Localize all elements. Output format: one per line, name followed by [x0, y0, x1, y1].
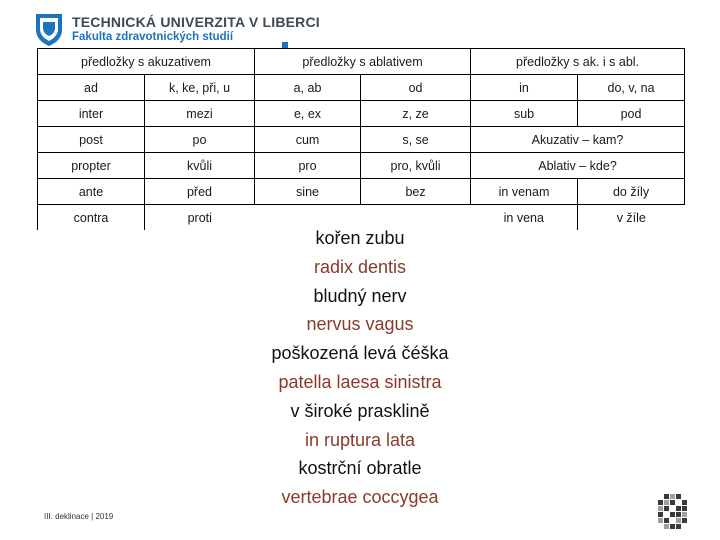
- table-cell: in venam: [471, 179, 578, 205]
- table-cell: po: [145, 127, 255, 153]
- phrase-latin: vertebrae coccygea: [281, 487, 439, 508]
- phrase-czech: bludný nerv: [313, 285, 407, 306]
- phrase-list: [250, 224, 470, 512]
- table-cell: propter: [38, 153, 145, 179]
- university-emblem-icon: [34, 14, 64, 46]
- table-cell: a, ab: [255, 75, 361, 101]
- table-row: [38, 153, 685, 179]
- question-accusative: Akuzativ – kam?: [471, 127, 685, 153]
- header-both: předložky s ak. i s abl.: [471, 49, 685, 75]
- table-cell: in vena: [471, 205, 578, 231]
- table-cell: pod: [578, 101, 685, 127]
- header-accusative: předložky s akuzativem: [38, 49, 255, 75]
- phrase-latin: patella laesa sinistra: [278, 371, 442, 392]
- table-cell: ad: [38, 75, 145, 101]
- table-cell: contra: [38, 205, 145, 231]
- prepositions-table: [37, 48, 685, 230]
- table-cell: s, se: [361, 127, 471, 153]
- table-header-row: [38, 49, 685, 75]
- slide-footer: III. deklinace | 2019: [44, 512, 114, 521]
- table-row: [38, 101, 685, 127]
- header-ablative: předložky s ablativem: [255, 49, 471, 75]
- table-cell: před: [145, 179, 255, 205]
- table-cell: z, ze: [361, 101, 471, 127]
- pixel-pattern-icon: [654, 494, 688, 530]
- table-cell: pro: [255, 153, 361, 179]
- table-cell: post: [38, 127, 145, 153]
- table-row: [38, 75, 685, 101]
- table-row: [38, 127, 685, 153]
- phrase-latin: radix dentis: [313, 256, 407, 277]
- question-ablative: Ablativ – kde?: [471, 153, 685, 179]
- table-cell: v žíle: [578, 205, 685, 231]
- table-cell: inter: [38, 101, 145, 127]
- table-row: [38, 179, 685, 205]
- table-cell: pro, kvůli: [361, 153, 471, 179]
- table-cell: sine: [255, 179, 361, 205]
- table-cell: ante: [38, 179, 145, 205]
- phrase-latin: in ruptura lata: [304, 429, 416, 450]
- table-cell: sub: [471, 101, 578, 127]
- table-cell: e, ex: [255, 101, 361, 127]
- phrase-czech: poškozená levá čéška: [271, 343, 449, 364]
- phrase-czech: kostrční obratle: [298, 458, 422, 479]
- table-cell: bez: [361, 179, 471, 205]
- table-cell: do, v, na: [578, 75, 685, 101]
- table-cell: proti: [145, 205, 255, 231]
- table-cell: k, ke, při, u: [145, 75, 255, 101]
- university-logo: [34, 12, 320, 52]
- table-cell: cum: [255, 127, 361, 153]
- table-cell: do žíly: [578, 179, 685, 205]
- university-name: TECHNICKÁ UNIVERZITA V LIBERCI: [72, 14, 320, 30]
- phrase-latin: nervus vagus: [306, 314, 414, 335]
- table-cell: od: [361, 75, 471, 101]
- table-cell: in: [471, 75, 578, 101]
- table-cell: kvůli: [145, 153, 255, 179]
- table-cell: mezi: [145, 101, 255, 127]
- phrase-czech: v široké prasklině: [290, 400, 430, 421]
- faculty-name: Fakulta zdravotnických studií: [72, 31, 234, 43]
- phrase-czech: kořen zubu: [315, 228, 405, 248]
